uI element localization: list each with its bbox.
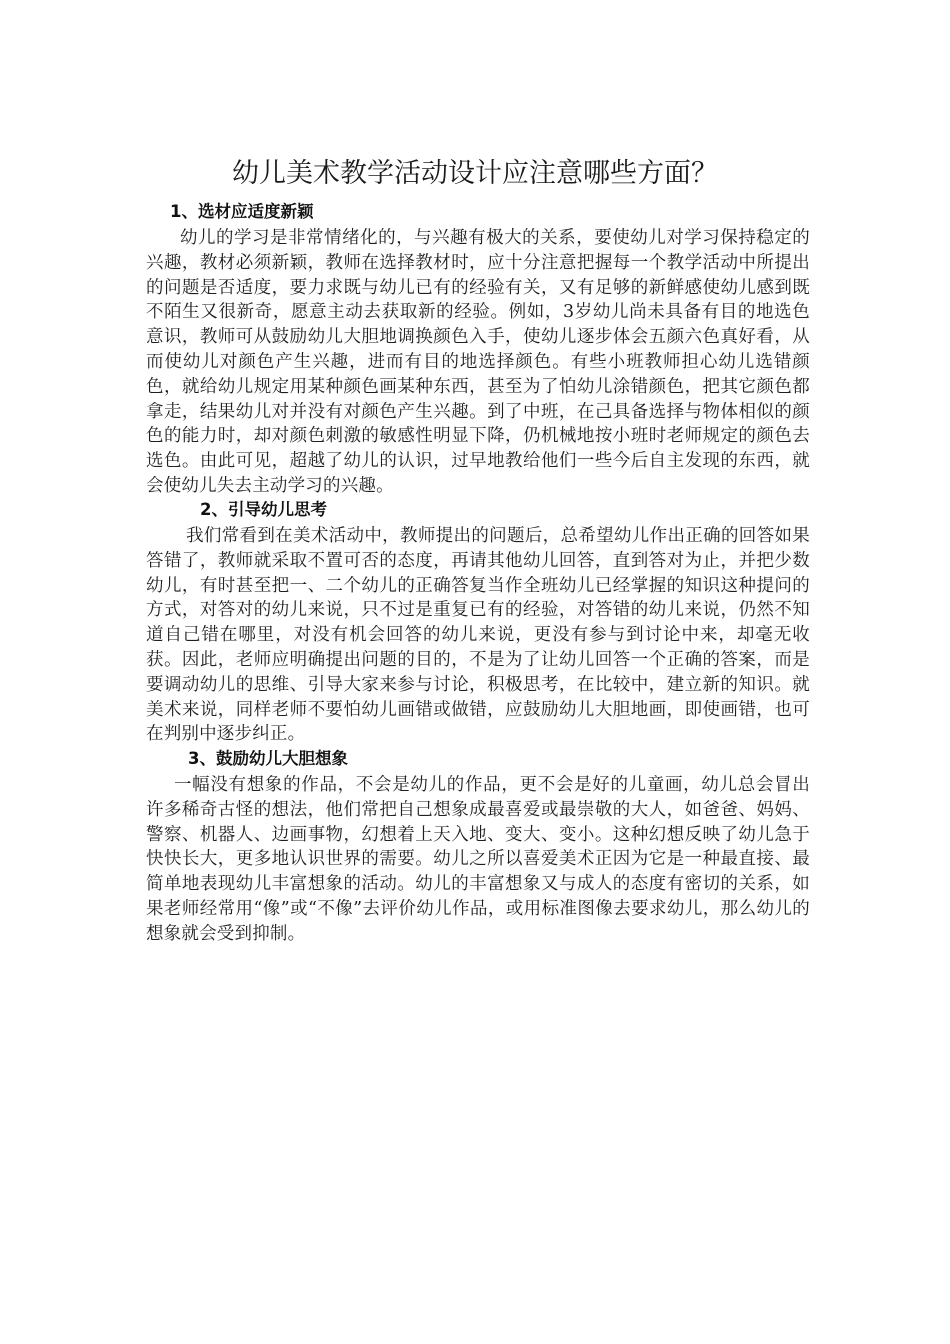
section-3-body: 一幅没有想象的作品，不会是幼儿的作品，更不会是好的儿童画，幼儿总会冒出许多稀奇古怪的想法，他们常把自己想象成最喜爱或最崇敬的大人，如爸爸、妈妈、警察、机器人、边画事物，幻想着上天入地、变大、变小。这种幻想反映了幼儿急于快快长大，更多地认识世界的需要。幼儿之所以喜爱美术正因为它是一种最直接、最简单地表现幼儿丰富想象的活动。幼儿的丰富想象又与成人的态度有密切的关系，如果老师经常用“像”或“不像”去评价幼儿作品，或用标准图像去要求幼儿，那么幼儿的想象就会受到抑制。 <box>146 775 810 944</box>
section-1-heading: 1、选材应适度新颖 <box>170 202 314 221</box>
section-2-heading: 2、引导幼儿思考 <box>200 500 327 519</box>
section-1-body: 幼儿的学习是非常情绪化的，与兴趣有极大的关系，要使幼儿对学习保持稳定的兴趣，教材必须新颖，教师在选择教材时，应十分注意把握每一个教学活动中所提出的问题是否适度，要力求既与幼儿已有的经验有关，又有足够的新鲜感使幼儿感到既不陌生又很新奇，愿意主动去获取新的经验。例如，3岁幼儿尚未具备有目的地选色意识，教师可从鼓励幼儿大胆地调换颜色入手，使幼儿逐步体会五颜六色真好看，从而使幼儿对颜色产生兴趣，进而有目的地选择颜色。有些小班教师担心幼儿选错颜色，就给幼儿规定用某种颜色画某种东西，甚至为了怕幼儿涂错颜色，把其它颜色都拿走，结果幼儿对并没有对颜色产生兴趣。到了中班，在己具备选择与物体相似的颜色的能力时，却对颜色刺激的敏感性明显下降，仍机械地按小班时老师规定的颜色去选色。由此可见，超越了幼儿的认识，过早地教给他们一些今后自主发现的东西，就会使幼儿失去主动学习的兴趣。 <box>146 228 810 496</box>
document-title: 幼儿美术教学活动设计应注意哪些方面？ <box>232 158 718 189</box>
section-3-heading: 3、鼓励幼儿大胆想象 <box>188 749 348 768</box>
section-2-body: 我们常看到在美术活动中，教师提出的问题后，总希望幼儿作出正确的回答如果答错了，教师就采取不置可否的态度，再请其他幼儿回答，直到答对为止，并把少数幼儿，有时甚至把一、二个幼儿的正确答复当作全班幼儿已经掌握的知识这种提问的方式，对答对的幼儿来说，只不过是重复已有的经验，对答错的幼儿来说，仍然不知道自己错在哪里，对没有机会回答的幼儿来说，更没有参与到讨论中来，却毫无收获。因此，老师应明确提出问题的目的，不是为了让幼儿回答一个正确的答案，而是要调动幼儿的思维、引导大家来参与讨论，积极思考，在比较中，建立新的知识。就美术来说，同样老师不要怕幼儿画错或做错，应鼓励幼儿大胆地画，即使画错，也可在判别中逐步纠正。 <box>146 526 810 745</box>
